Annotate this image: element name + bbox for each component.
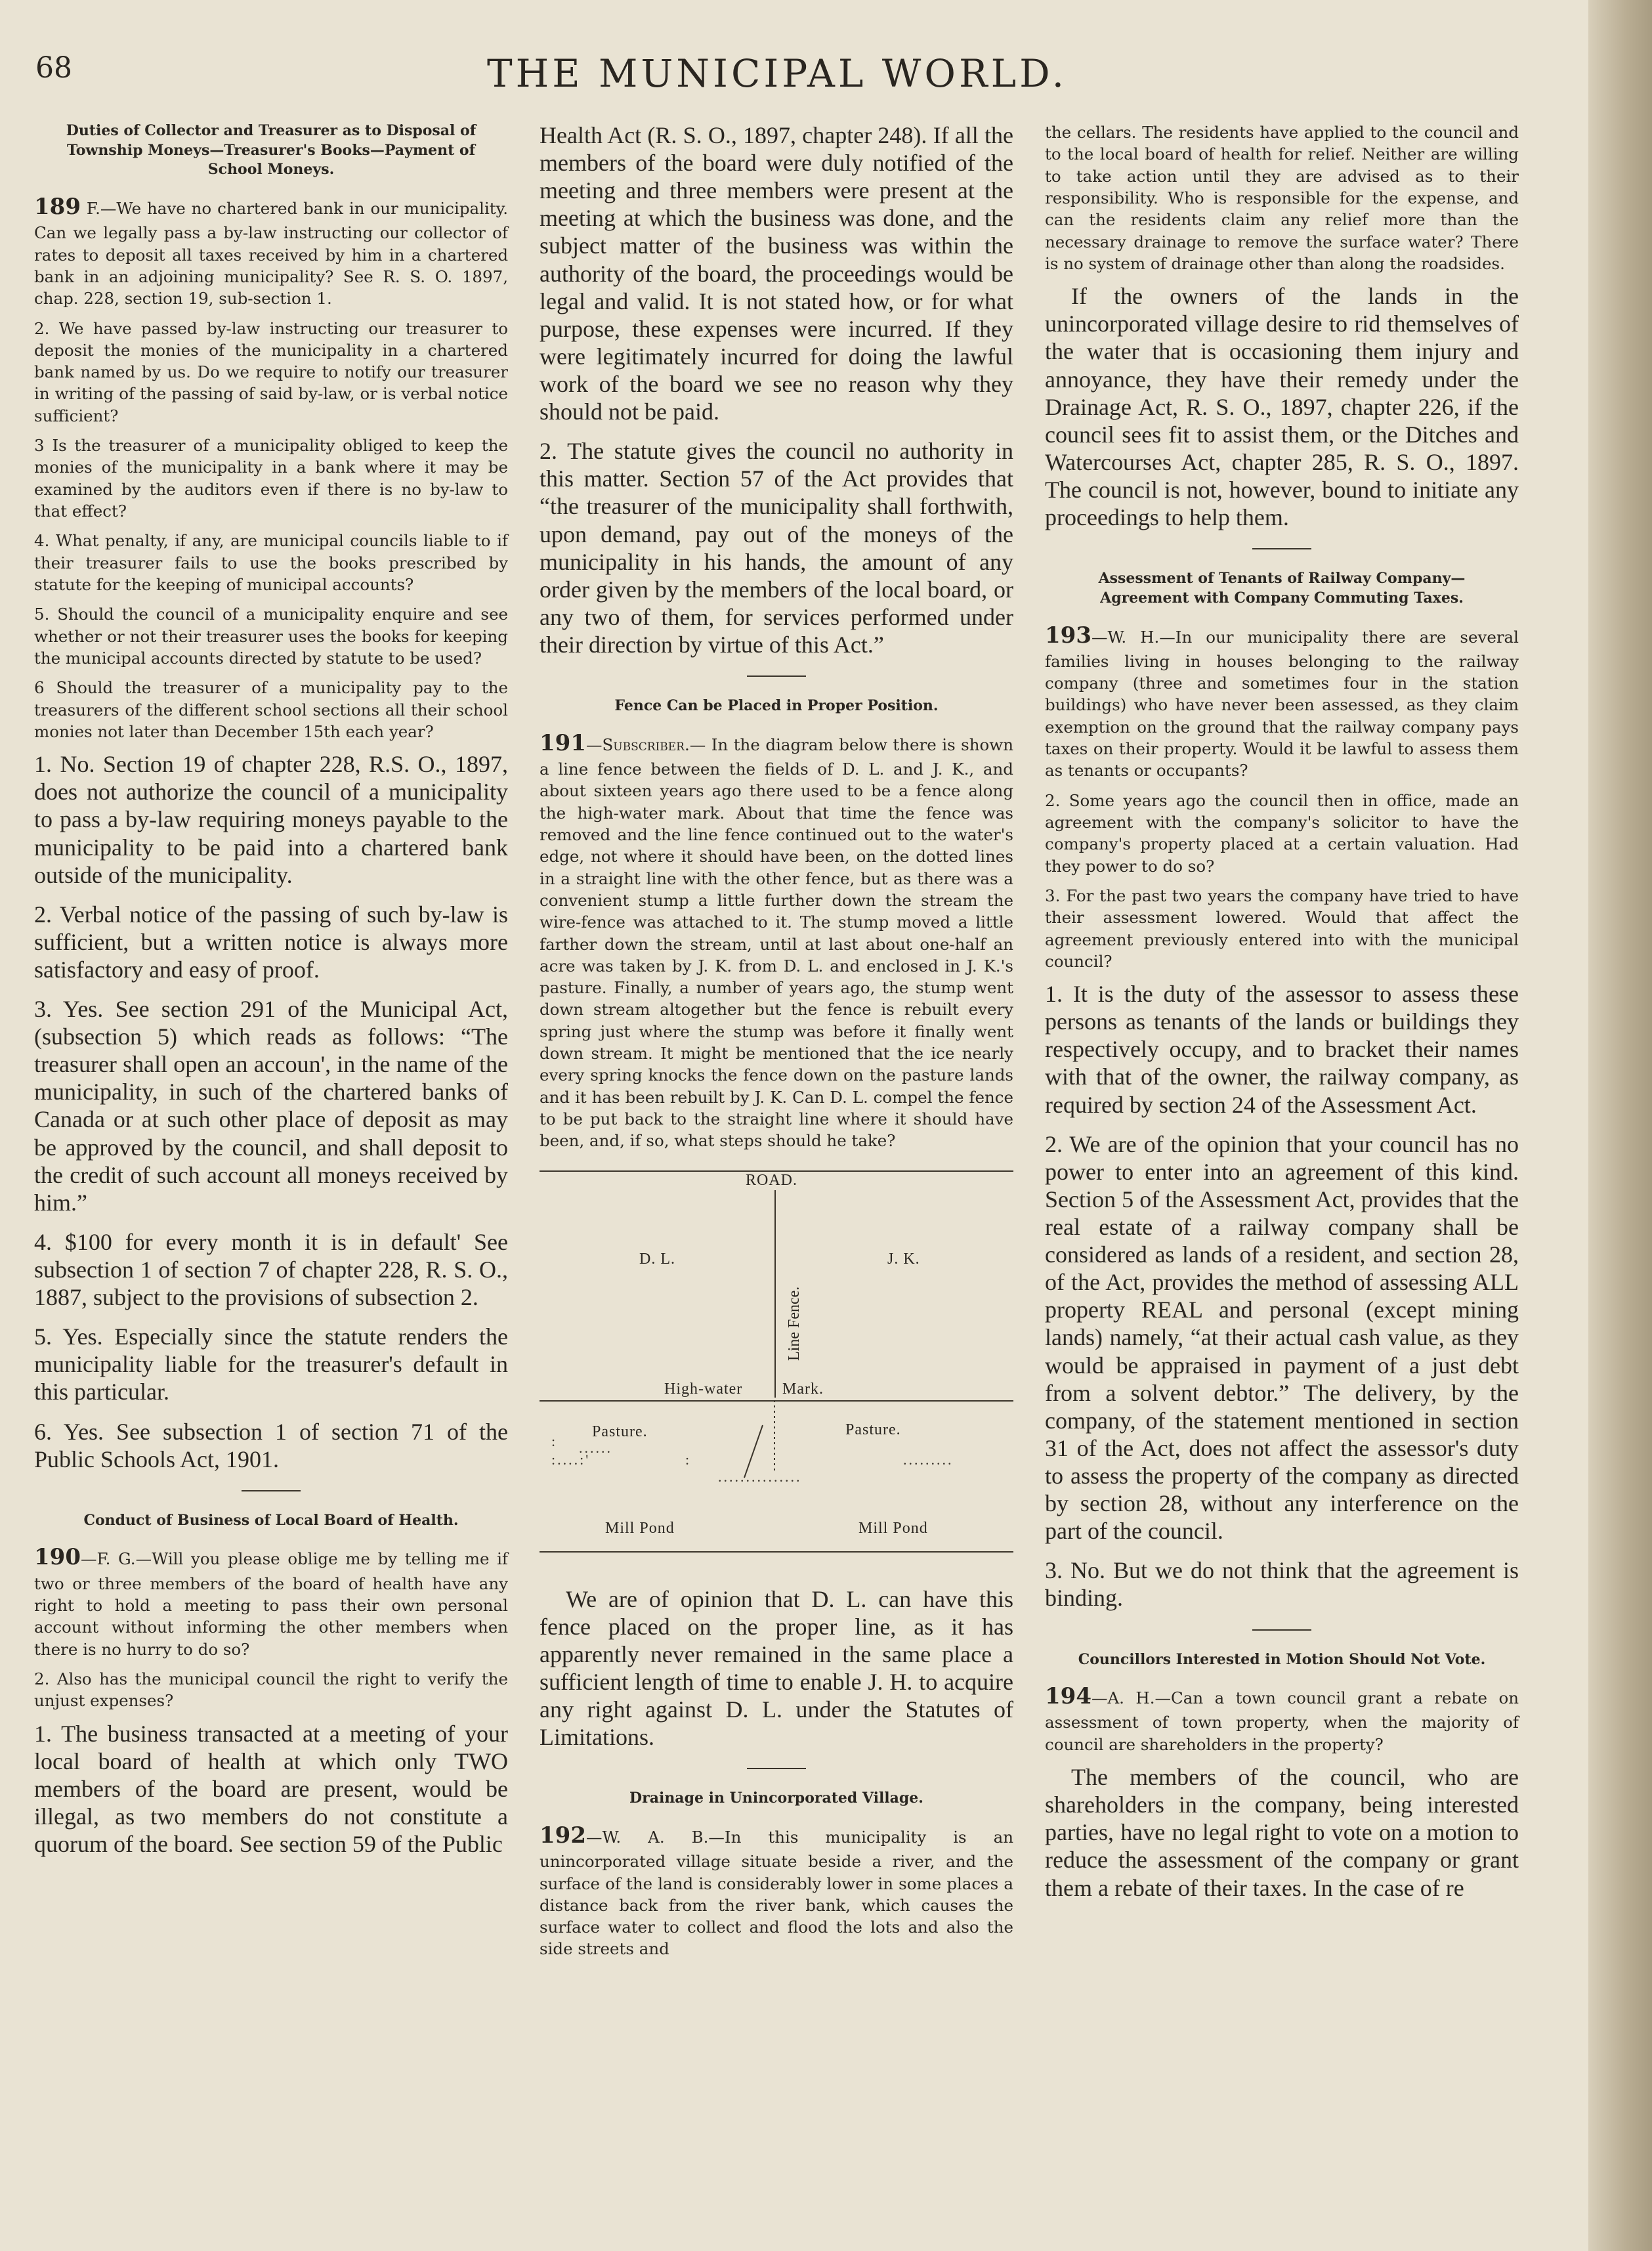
- section-divider: [747, 1768, 806, 1769]
- svg-text::....:': :....:': [551, 1451, 591, 1468]
- dl-field-label: D. L.: [639, 1250, 675, 1268]
- question-194: [1045, 1681, 1519, 1755]
- question-number: 190: [34, 1544, 81, 1571]
- answer-190-part-2: 2. The statute gives the council no authority in this matter. Section 57 of the Act provides that “the treasurer of the municipality shall forthwith, upon demand, pay out of the moneys of the municipality in his hands, the amount of any order given by the members of the local board, or any two of them, for services performed under their direction by virtue of this Act.”: [540, 438, 1013, 658]
- section-heading: Councillors Interested in Motion Should Not Vote.: [1078, 1650, 1486, 1668]
- answer-193-part-1: 1. It is the duty of the assessor to assess these persons as tenants of the lands or buildings they respectively occupy, and to bracket their names with that of the owner, the railway company, as required by section 24 of the Assessment Act.: [1045, 981, 1519, 1118]
- question-189-part-4: 4. What penalty, if any, are municipal councils liable to if their treasurer fails to use the books prescribed by statute for the keeping of municipal accounts?: [34, 531, 508, 594]
- question-193: [1045, 620, 1519, 782]
- question-number: 191: [540, 729, 586, 756]
- question-text: —A. H.—Can a town council grant a rebate on assessment of town property, when the majority of council are shareholders in the property?: [1045, 1688, 1519, 1754]
- svg-text::: :: [685, 1451, 690, 1468]
- answer-191: We are of opinion that D. L. can have this fence placed on the proper line, as it has apparently never remained in the same place a sufficient length of time to enable J. H. to acquire any right against D. L. under the Statutes of Limitations.: [540, 1585, 1013, 1751]
- question-191: [540, 728, 1013, 1152]
- column-left: [34, 121, 508, 1870]
- question-189-part-2: 2. We have passed by-law instructing our treasurer to deposit the monies of the municipality in a chartered bank named by us. Do we require to notify our treasurer in writing of the passing of said by-law, or is verbal notice sufficient?: [34, 318, 508, 425]
- section-heading: Duties of Collector and Treasurer as to Disposal of Township Moneys—Treasurer's Books—Payment of School Moneys.: [66, 122, 477, 179]
- svg-text::: :: [551, 1432, 556, 1449]
- question-text: —W. H.—In our municipality there are several families living in houses belonging to the railway company (three and sometimes four in the station buildings) who have never been assessed, as they claim exemption on the ground that the railway company pays taxes on their property. Would it be lawful to assess them as tenants or occupants?: [1045, 627, 1519, 781]
- question-189: [34, 192, 508, 309]
- section-heading: Fence Can be Placed in Proper Position.: [614, 697, 939, 715]
- svg-text:...............: ...............: [718, 1468, 802, 1485]
- question-190-part-2: 2. Also has the municipal council the right to verify the unjust expenses?: [34, 1669, 508, 1711]
- answer-194: The members of the council, who are shareholders in the company, being interested parties, have no legal right to vote on a motion to reduce the assessment of the company or grant them a rebate of their taxes. In the case of re: [1045, 1764, 1519, 1901]
- pasture-right-label: Pasture.: [845, 1421, 901, 1438]
- question-190: [34, 1542, 508, 1660]
- question-number: 189: [34, 194, 81, 221]
- answer-189-part-3: 3. Yes. See section 291 of the Municipal Act, (subsection 5) which reads as follows: “The treasurer shall open an accoun', in the name of the municipality, in such of the chartered banks of Canada or at such other place of deposit as may be approved by the council, and shall deposit to the credit of such account all moneys received by him.”: [34, 996, 508, 1216]
- answer-190-continued: Health Act (R. S. O., 1897, chapter 248). If all the members of the board were duly notified of the meeting and three members were present at the meeting at which the business was done, and the subject matter of the business was within the authority of the board, the proceedings would be legal and valid. It is not stated how, or for what purpose, these expenses were incurred. If they were legitimately incurred for doing the lawful work of the board we see no reason why they should not be paid.: [540, 122, 1013, 425]
- section-divider: [747, 675, 806, 677]
- answer-189-part-1: 1. No. Section 19 of chapter 228, R.S. O., 1897, does not authorize the council of a municipality to pass a by-law requiring moneys payable to the municipality to be paid into a chartered bank outside of the municipality.: [34, 751, 508, 888]
- pasture-left-label: Pasture.: [592, 1423, 648, 1440]
- svg-text:.........: .........: [903, 1451, 954, 1468]
- question-189-part-6: 6 Should the treasurer of a municipality pay to the treasurers of the different school sections all their school monies not later than December 15th each year?: [34, 678, 508, 741]
- question-189-part-5: 5. Should the council of a municipality enquire and see whether or not their treasurer uses the books for keeping the municipal accounts directed by statute to be used?: [34, 605, 508, 668]
- mill-pond-left-label: Mill Pond: [605, 1519, 675, 1537]
- question-sender: —Subscriber.—: [585, 735, 706, 754]
- question-number: 192: [540, 1822, 586, 1849]
- question-189-part-3: 3 Is the treasurer of a municipality obliged to keep the monies of the municipality in a bank where it may be examined by the auditors even if there is no by-law to that effect?: [34, 436, 508, 521]
- fence-diagram: [540, 1164, 1013, 1571]
- section-divider: [1252, 548, 1311, 549]
- answer-193-part-2: 2. We are of the opinion that your council has no power to enter into an agreement of this kind. Section 5 of the Assessment Act, provides that the real estate of a railway company shall be considered as lands of a resident, and section 28, of the Act, provides the method of assessing ALL property REAL and personal (except mining lands) namely, “at their actual cash value, as they would be appraised in payment of a just debt from a solvent debtor.” The delivery, by the company, of the statement mentioned in section 31 of the Act, does not affect the assessor's duty to assess the property of the company as directed by section 28, without any interference on the part of the council.: [1045, 1130, 1519, 1545]
- road-label: ROAD.: [746, 1171, 798, 1189]
- fence-sketch: [540, 1400, 1013, 1492]
- section-divider: [1252, 1629, 1311, 1631]
- answer-193-part-3: 3. No. But we do not think that the agreement is binding.: [1045, 1557, 1519, 1612]
- question-text: In the diagram below there is shown a line fence between the fields of D. L. and J. K., and about sixteen years ago there used to be a fence along the high-water mark. About that time the fence was removed and the line fence continued out to the water's edge, not where it should have been, on the dotted lines in a straight line with the other fence, but as there was a convenient stump a little further down the stream the wire-fence was attached to it. The stump moved a little farther down the stream, until at last about one-half an acre was taken by J. K. from D. L. and enclosed in J. K.'s pasture. Finally, a number of years ago, the stump went down stream altogether but the fence is rebuilt every spring just where the stump was before it finally went down stream. It might be mentioned that the ice nearly every spring knocks the fence down on the pasture lands and it has been rebuilt by J. K. Can D. L. compel the fence to be put back to the straight line where it should have been, and, if so, what steps should he take?: [540, 735, 1013, 1151]
- section-heading: Conduct of Business of Local Board of Health.: [83, 1511, 459, 1529]
- question-text: F.—We have no chartered bank in our municipality. Can we legally pass a by-law instructing our collector of rates to deposit all taxes received by him in a chartered bank in an adjoining municipality? See R. S. O. 1897, chap. 228, section 19, sub-section 1.: [34, 199, 508, 309]
- book-spine-edge: [1588, 0, 1652, 2251]
- mill-pond-right-label: Mill Pond: [858, 1519, 928, 1537]
- answer-189-part-2: 2. Verbal notice of the passing of such by-law is sufficient, but a written notice is always more satisfactory and easy of proof.: [34, 901, 508, 983]
- svg-text:......: ......: [579, 1439, 612, 1456]
- question-193-part-2: 2. Some years ago the council then in office, made an agreement with the company's solicitor to have the company's property placed at a certain valuation. Had they power to do so?: [1045, 790, 1519, 876]
- answer-189-part-4: 4. $100 for every month it is in default' See subsection 1 of section 7 of chapter 228, R. S. O., 1887, subject to the provisions of subsection 2.: [34, 1228, 508, 1311]
- section-heading: Assessment of Tenants of Railway Company—Agreement with Company Commuting Taxes.: [1098, 570, 1466, 607]
- question-number: 194: [1045, 1683, 1091, 1710]
- running-title: THE MUNICIPAL WORLD.: [486, 51, 1068, 96]
- answer-190-part-1: 1. The business transacted at a meeting of your local board of health at which only TWO members of the board are present, would be illegal, as two members do not constitute a quorum of the board. See section 59 of the Public: [34, 1720, 508, 1858]
- answer-189-part-6: 6. Yes. See subsection 1 of section 71 of the Public Schools Act, 1901.: [34, 1418, 508, 1472]
- diagram-bottom-line: [540, 1551, 1013, 1553]
- column-right: [1045, 121, 1519, 1914]
- section-divider: [242, 1490, 301, 1491]
- question-192: [540, 1820, 1013, 1960]
- answer-192: If the owners of the lands in the unincorporated village desire to rid themselves of the water that is occasioning them injury and annoyance, they have their remedy under the Drainage Act, R. S. O., 1897, chapter 226, if the council sees fit to assist them, or the Ditches and Watercourses Act, chapter 285, R. S. O., 1897. The council is not, however, bound to initiate any proceedings to help them.: [1045, 283, 1519, 531]
- question-number: 193: [1045, 622, 1091, 649]
- jk-field-label: J. K.: [887, 1250, 920, 1268]
- answer-189-part-5: 5. Yes. Especially since the statute renders the municipality liable for the treasurer's default in this particular.: [34, 1323, 508, 1405]
- section-heading: Drainage in Unincorporated Village.: [629, 1790, 923, 1807]
- line-fence-label: Line Fence.: [786, 1286, 803, 1361]
- high-water-label: High-water: [664, 1380, 743, 1398]
- question-193-part-3: 3. For the past two years the company have tried to have their assessment lowered. Would that affect the agreement previously entered into with the municipal council?: [1045, 886, 1519, 971]
- mark-label: Mark.: [782, 1380, 824, 1398]
- line-fence: [774, 1190, 776, 1398]
- page-header: [35, 51, 1519, 97]
- page-number: 68: [35, 51, 72, 85]
- column-middle: [540, 121, 1013, 1968]
- question-192-continued: the cellars. The residents have applied to the council and to the local board of health for relief. Neither are willing to take action until they are advised as to their responsibility. Who is responsible for the expense, and can the residents claim any relief more than the necessary drainage to remove the surface water? There is no system of drainage other than along the roadsides.: [1045, 123, 1519, 273]
- question-text: —F. G.—Will you please oblige me by telling me if two or three members of the board of health have any right to hold a meeting to pass their own personal account without informing the other members when there is no hurry to do so?: [34, 1549, 508, 1659]
- question-text: —W. A. B.—In this municipality is an unincorporated village situate beside a river, and the surface of the land is considerably lower in some places a distance back from the river bank, which causes the surface water to collect and flood the lots and also the side streets and: [540, 1827, 1013, 1959]
